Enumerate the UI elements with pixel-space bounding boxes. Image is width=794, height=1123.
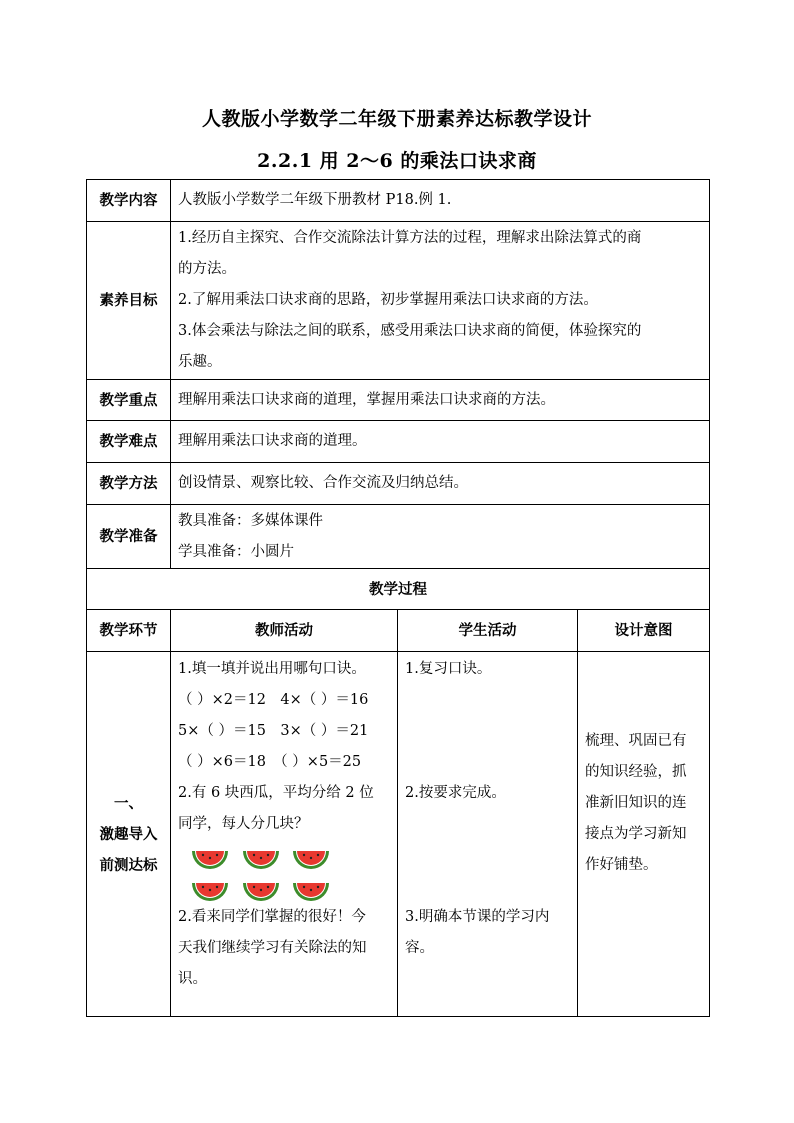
watermelon-slice-icon — [191, 881, 229, 903]
student-activity-cell — [398, 652, 578, 1017]
teacher-line: 识。 — [178, 971, 207, 987]
row-process-title — [87, 569, 710, 610]
label-content: 教学内容 — [87, 180, 171, 222]
row-stage-1 — [87, 652, 710, 1017]
label-goals: 素养目标 — [87, 222, 171, 380]
row-process-headers — [87, 610, 710, 652]
lesson-title: 2.2.1 用 2～6 的乘法口诀求商 — [257, 150, 537, 172]
goal-line: 3.体会乘法与除法之间的联系，感受用乘法口诀求商的简便，体验探究的 — [178, 323, 642, 339]
value-method: 创设情景、观察比较、合作交流及归纳总结。 — [171, 463, 710, 505]
teacher-line: （ ）×2＝12 4×（ ）＝16 — [178, 692, 369, 708]
header-stage: 教学环节 — [87, 610, 171, 652]
watermelon-slice-icon — [242, 881, 280, 903]
value-content: 人教版小学数学二年级下册教材 P18.例 1. — [171, 180, 710, 222]
stage-line: 前测达标 — [99, 856, 158, 874]
prep-line: 学具准备：小圆片 — [178, 543, 294, 560]
intent-line: 梳理、巩固已有 — [585, 732, 687, 749]
stage-line: 激趣导入 — [99, 825, 158, 843]
header-student: 学生活动 — [398, 610, 578, 652]
teacher-line: 5×（ ）＝15 3×（ ）＝21 — [178, 723, 369, 739]
row-method — [87, 463, 710, 505]
watermelon-illustration — [178, 840, 390, 902]
value-goals — [171, 222, 710, 380]
teacher-line: 天我们继续学习有关除法的知 — [178, 940, 367, 956]
value-prep — [171, 505, 710, 569]
header-teacher: 教师活动 — [171, 610, 398, 652]
watermelon-slice-icon — [191, 849, 229, 871]
teacher-line: 2.有 6 块西瓜，平均分给 2 位 — [178, 785, 374, 801]
intent-line: 准新旧知识的连 — [585, 794, 687, 811]
value-key: 理解用乘法口诀求商的道理，掌握用乘法口诀求商的方法。 — [171, 380, 710, 421]
intent-cell — [578, 652, 710, 1017]
student-line: 1.复习口诀。 — [405, 661, 492, 677]
intent-line: 接点为学习新知 — [585, 825, 687, 842]
watermelon-slice-icon — [242, 849, 280, 871]
teacher-line: 同学，每人分几块？ — [178, 816, 309, 832]
spacer — [405, 809, 570, 902]
watermelon-slice-icon — [292, 849, 330, 871]
row-goals — [87, 222, 710, 380]
row-difficulty — [87, 421, 710, 463]
intent-line: 作好铺垫。 — [585, 856, 658, 873]
teacher-activity-cell — [171, 652, 398, 1017]
goal-line: 1.经历自主探究、合作交流除法计算方法的过程，理解求出除法算式的商 — [178, 230, 642, 246]
document-title: 人教版小学数学二年级下册素养达标教学设计 — [201, 108, 592, 130]
spacer — [585, 881, 702, 943]
lesson-plan-table — [86, 179, 710, 1017]
teacher-line: 2.看来同学们掌握的很好！今 — [178, 909, 366, 925]
stage-line: 一、 — [114, 794, 143, 812]
intent-line: 的知识经验，抓 — [585, 763, 687, 780]
goal-line: 的方法。 — [178, 261, 236, 277]
label-difficulty: 教学难点 — [87, 421, 171, 463]
watermelon-slice-icon — [292, 881, 330, 903]
header-intent: 设计意图 — [578, 610, 710, 652]
stage-cell — [87, 652, 171, 1017]
spacer — [405, 685, 570, 778]
value-difficulty: 理解用乘法口诀求商的道理。 — [171, 421, 710, 463]
teacher-line: （ ）×6＝18 （ ）×5＝25 — [178, 754, 362, 770]
row-key — [87, 380, 710, 421]
teacher-line: 1.填一填并说出用哪句口诀。 — [178, 661, 366, 677]
label-key: 教学重点 — [87, 380, 171, 421]
student-line: 3.明确本节课的学习内 — [405, 909, 550, 925]
student-line: 2.按要求完成。 — [405, 785, 506, 801]
row-content — [87, 180, 710, 222]
row-prep — [87, 505, 710, 569]
prep-line: 教具准备：多媒体课件 — [178, 512, 323, 529]
goal-line: 乐趣。 — [178, 354, 222, 370]
label-prep: 教学准备 — [87, 505, 171, 569]
goal-line: 2.了解用乘法口诀求商的思路，初步掌握用乘法口诀求商的方法。 — [178, 292, 598, 308]
process-title: 教学过程 — [87, 569, 710, 610]
student-line: 容。 — [405, 940, 434, 956]
label-method: 教学方法 — [87, 463, 171, 505]
